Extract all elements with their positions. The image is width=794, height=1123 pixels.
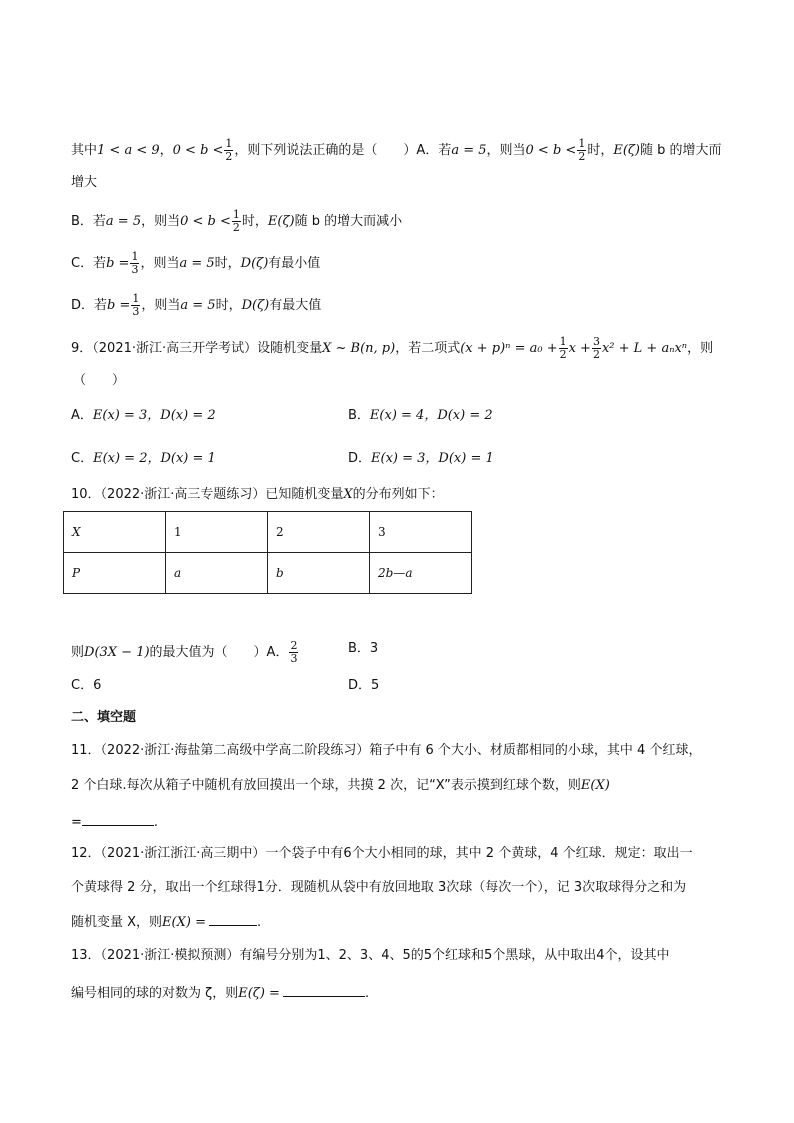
text: = (71, 815, 82, 830)
math: 0 < b < (525, 143, 577, 158)
text: 随机变量 X，则 (71, 915, 163, 930)
text: ，则 (687, 341, 714, 356)
table-cell: 2 (268, 512, 370, 553)
q10-question (71, 640, 299, 665)
answer-blank[interactable] (209, 912, 257, 926)
text: ， (159, 143, 173, 158)
q9-option-b (348, 407, 493, 425)
q11-line3 (71, 812, 158, 832)
text: ，则当 (486, 143, 526, 158)
numerator: 1 (132, 292, 140, 305)
text: B．3 (348, 641, 379, 656)
math: D(ζ) (241, 298, 270, 313)
q12-line2 (71, 879, 686, 897)
text: ，则下列说法正确的是（ ）A．若 (234, 143, 452, 158)
math: E(x) = 3，D(x) = 2 (92, 408, 216, 423)
math: a = 5 (180, 298, 216, 313)
math: a = 5 (105, 214, 142, 229)
math: x² + L + aₙxⁿ (601, 341, 688, 356)
numerator: 1 (131, 250, 139, 263)
table-cell: b (268, 553, 370, 594)
q8-stem-wrap (71, 174, 97, 192)
table-cell: a (166, 553, 268, 594)
math: E(x) = 2，D(x) = 1 (93, 451, 216, 466)
text: 的最大值为（ ）A． (149, 645, 289, 660)
text: 10．（2022·浙江·高三专题练习）已知随机变量 (71, 487, 344, 502)
table-cell: X (64, 512, 166, 553)
q10-option-c (71, 677, 101, 695)
text: 随 b 的增大而 (640, 143, 722, 158)
math: E(ζ) (613, 143, 641, 158)
text: C． (71, 451, 94, 466)
text: C．若 (71, 256, 107, 271)
denominator: 3 (131, 263, 139, 276)
text: C．6 (71, 678, 102, 693)
math: 1 < a < 9 (97, 143, 160, 158)
math: a = 5 (451, 143, 487, 158)
table-cell: 1 (166, 512, 268, 553)
q8-option-c (71, 251, 320, 276)
denominator: 2 (225, 150, 233, 163)
q9-option-c (71, 450, 216, 468)
table-cell: 2b—a (370, 553, 472, 594)
q13-line2 (71, 983, 369, 1003)
math: x + (568, 341, 591, 356)
text: （ ） (73, 373, 126, 388)
text: D． (348, 451, 372, 466)
math: b = (107, 298, 131, 313)
text: B．若 (71, 214, 106, 229)
text: 二、填空题 (71, 710, 137, 725)
fraction (131, 293, 140, 318)
text: . (256, 915, 262, 930)
text: 个黄球得 2 分，取出一个红球得1分．现随机从袋中有放回地取 3次球（每次一个），记 3次取球得分之和为 (71, 880, 687, 895)
numerator: 3 (592, 335, 600, 348)
text: 有最大值 (269, 298, 322, 313)
q10-option-d (348, 677, 379, 695)
math: X (343, 487, 353, 502)
q9-paren (73, 372, 125, 390)
fraction (232, 209, 241, 234)
table-row (64, 553, 472, 594)
text: ，则当 (141, 298, 181, 313)
math: E(x) = 3，D(x) = 1 (371, 451, 494, 466)
math: b = (106, 256, 130, 271)
fraction (289, 640, 298, 665)
q8-stem-line (71, 138, 722, 163)
table-cell: P (64, 553, 166, 594)
answer-blank[interactable] (283, 983, 365, 997)
text: 有最小值 (268, 256, 321, 271)
denominator: 2 (592, 348, 600, 361)
fraction (559, 336, 568, 361)
text: B． (348, 408, 370, 423)
text: 增大 (71, 175, 98, 190)
text: ，则当 (141, 214, 181, 229)
math: E(ζ) (267, 214, 295, 229)
distribution-table (63, 511, 472, 594)
denominator: 2 (559, 348, 567, 361)
text: 编号相同的球的对数为 ζ，则 (71, 986, 239, 1001)
math: D(ζ) (240, 256, 269, 271)
text: ，则当 (140, 256, 180, 271)
text: . (364, 986, 370, 1001)
math: X ~ B(n, p) (322, 341, 396, 356)
table-row (64, 512, 472, 553)
q9-option-a (71, 407, 216, 425)
numerator: 2 (290, 639, 298, 652)
denominator: 3 (132, 305, 140, 318)
table-cell: 3 (370, 512, 472, 553)
section-heading (71, 709, 136, 727)
period: . (153, 815, 159, 830)
denominator: 2 (232, 221, 240, 234)
numerator: 1 (578, 137, 586, 150)
q12-line3 (71, 912, 261, 932)
text: 12．（2021·浙江浙江·高三期中）一个袋子中有6个大小相同的球，其中 2 个黄球，4 个红球．规定：取出一 (71, 846, 693, 861)
text: 13．（2021·浙江·模拟预测）有编号分别为1、2、3、4、5的5个红球和5个黑球，从中取出4个，设其中 (71, 948, 670, 963)
q9-option-d (348, 450, 494, 468)
text: 则 (71, 645, 85, 660)
q13-line1 (71, 947, 670, 965)
math: 0 < b < (172, 143, 224, 158)
text: 其中 (71, 143, 98, 158)
math: E(X) = (162, 915, 206, 930)
numerator: 1 (225, 137, 233, 150)
fraction (224, 138, 233, 163)
math: D(3X − 1) (84, 645, 150, 660)
q8-option-d (71, 293, 321, 318)
math: E(X) (580, 778, 610, 793)
math: 0 < b < (180, 214, 231, 229)
text: 时， (214, 256, 241, 271)
text: 11．（2022·浙江·海盐第二高级中学高二阶段练习）箱子中有 6 个大小、材质都相同的小球，其中 4 个红球， (71, 743, 702, 758)
q11-line1 (71, 742, 701, 760)
text: 9．（2021·浙江·高三开学考试）设随机变量 (71, 341, 323, 356)
text: D．若 (71, 298, 108, 313)
text: 时， (241, 214, 268, 229)
text: D．5 (348, 678, 380, 693)
q11-line2 (71, 777, 610, 795)
text: 2 个白球.每次从箱子中随机有放回摸出一个球，共摸 2 次，记“X”表示摸到红球个数，则 (71, 778, 581, 793)
q8-option-b (71, 209, 402, 234)
math: E(x) = 4，D(x) = 2 (369, 408, 493, 423)
q9-stem (71, 336, 713, 361)
numerator: 1 (559, 335, 567, 348)
text: ，若二项式 (395, 341, 461, 356)
answer-blank[interactable] (82, 812, 154, 826)
math: a = 5 (179, 256, 215, 271)
text: 时， (215, 298, 242, 313)
fraction (592, 336, 601, 361)
fraction (130, 251, 139, 276)
numerator: 1 (232, 208, 240, 221)
text: 的分布列如下： (352, 487, 444, 502)
q10-stem (71, 486, 444, 504)
denominator: 2 (578, 150, 586, 163)
math: E(ζ) = (238, 986, 280, 1001)
denominator: 3 (290, 652, 298, 665)
q10-option-b (348, 640, 378, 658)
text: A． (71, 408, 93, 423)
text: 随 b 的增大而减小 (294, 214, 403, 229)
fraction (577, 138, 586, 163)
q12-line1 (71, 845, 693, 863)
math: (x + p)ⁿ = a₀ + (460, 341, 558, 356)
text: 时， (587, 143, 614, 158)
